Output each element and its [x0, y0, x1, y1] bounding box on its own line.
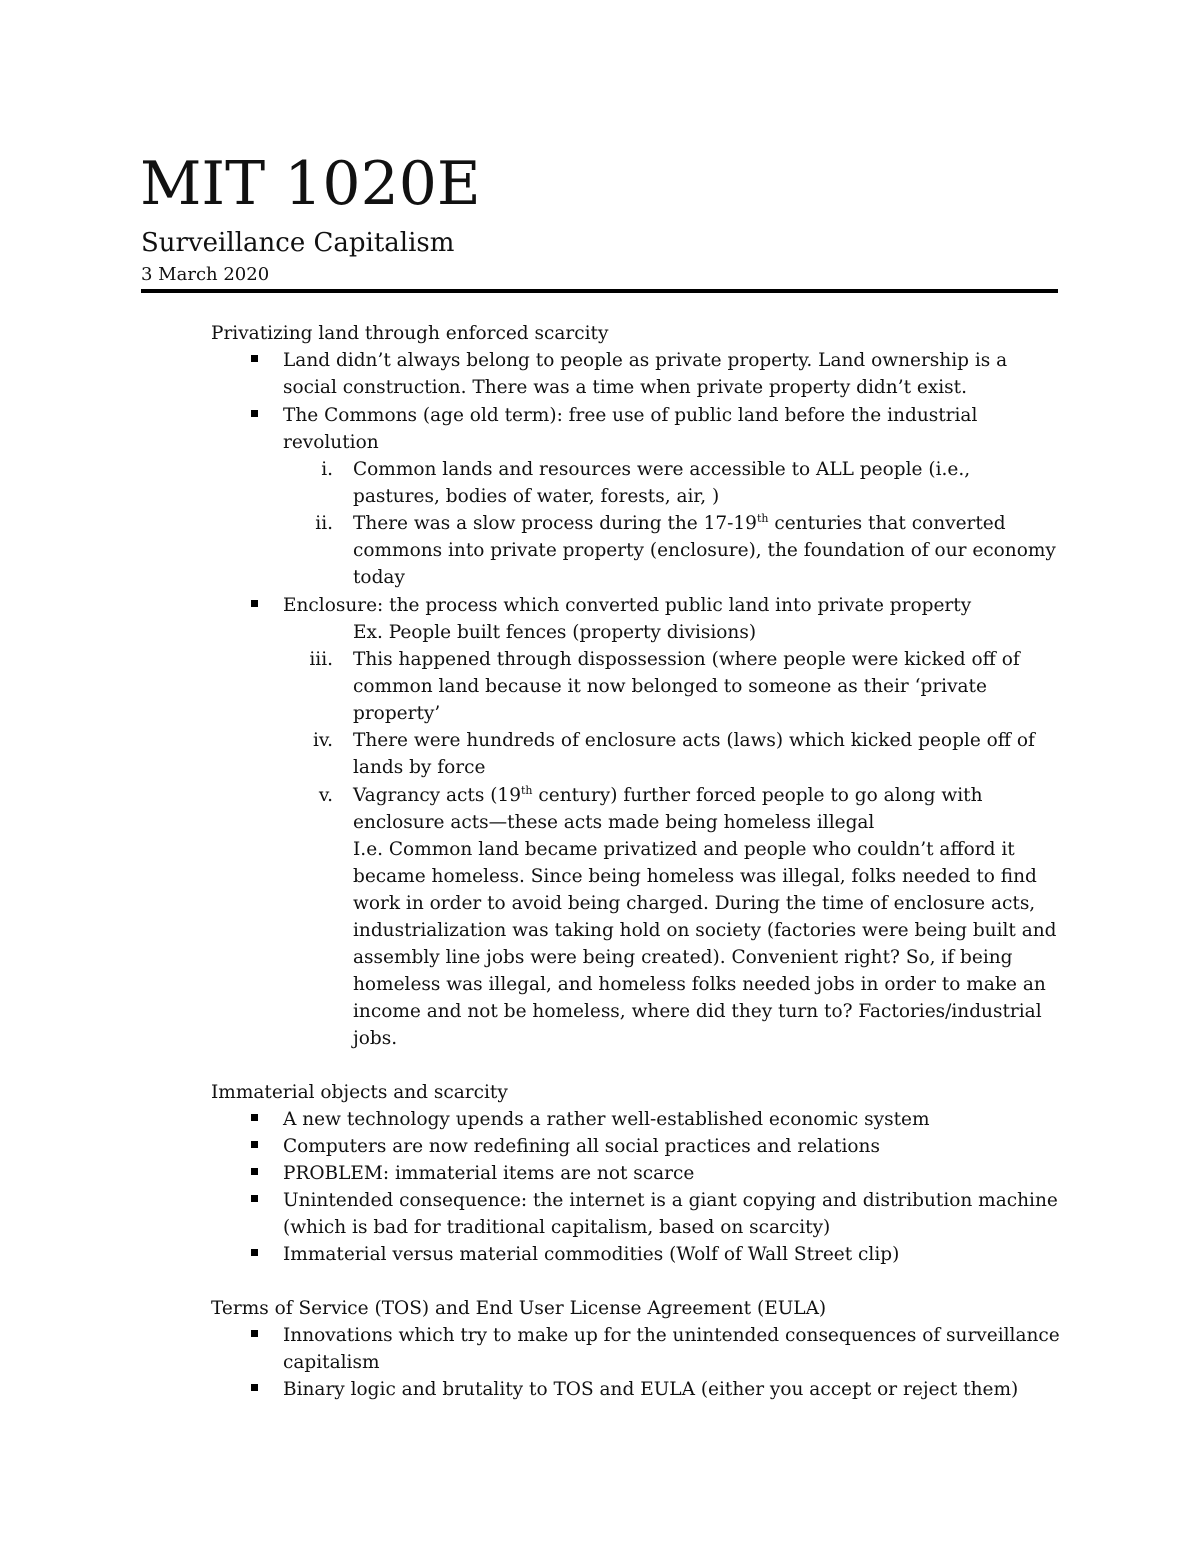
list-item-text: enclosure acts—these acts made being homeless illegal: [353, 812, 875, 833]
list-marker: iii.: [309, 649, 333, 670]
list-item-text: There were hundreds of enclosure acts (laws) which kicked people off of: [353, 730, 1035, 751]
bullet-text: Enclosure: the process which converted public land into private property: [283, 595, 972, 616]
paragraph-line: jobs.: [353, 1028, 398, 1049]
document-title: MIT 1020E: [140, 149, 481, 219]
list-marker: v.: [318, 785, 333, 806]
paragraph-line: homeless was illegal, and homeless folks needed jobs in order to make an: [353, 974, 1046, 995]
bullet-text: Unintended consequence: the internet is a giant copying and distribution machine: [283, 1190, 1058, 1211]
bullet-icon: [251, 410, 258, 417]
bullet-text: A new technology upends a rather well-established economic system: [283, 1109, 930, 1130]
bullet-icon: [251, 1168, 258, 1175]
list-item-text: This happened through dispossession (where people were kicked off of: [353, 649, 1020, 670]
paragraph-line: I.e. Common land became privatized and people who couldn’t afford it: [353, 839, 1015, 860]
example-text: Ex. People built fences (property divisions): [353, 622, 757, 643]
list-marker: ii.: [315, 513, 333, 534]
bullet-icon: [251, 1141, 258, 1148]
bullet-text: Innovations which try to make up for the unintended consequences of surveillance: [283, 1325, 1060, 1346]
list-item-text: Vagrancy acts (19th century) further forced people to go along with: [353, 784, 983, 806]
bullet-icon: [251, 355, 258, 362]
section-heading: Privatizing land through enforced scarcity: [211, 323, 609, 344]
list-item-text: commons into private property (enclosure), the foundation of our economy: [353, 540, 1056, 561]
bullet-icon: [251, 1114, 258, 1121]
list-item-text: common land because it now belonged to someone as their ‘private: [353, 676, 987, 697]
list-item-text: pastures, bodies of water, forests, air, ): [353, 486, 720, 507]
paragraph-line: industrialization was taking hold on society (factories were being built and: [353, 920, 1057, 941]
bullet-icon: [251, 1330, 258, 1337]
bullet-text: The Commons (age old term): free use of public land before the industrial: [283, 405, 978, 426]
list-item-text: There was a slow process during the 17-19th centuries that converted: [353, 512, 1006, 534]
bullet-icon: [251, 1384, 258, 1391]
document-subtitle: Surveillance Capitalism: [141, 228, 455, 258]
bullet-text: (which is bad for traditional capitalism, based on scarcity): [283, 1217, 831, 1238]
paragraph-line: income and not be homeless, where did they turn to? Factories/industrial: [353, 1001, 1042, 1022]
title-divider: [141, 289, 1058, 293]
bullet-text: Computers are now redefining all social practices and relations: [283, 1136, 880, 1157]
section-heading: Immaterial objects and scarcity: [211, 1082, 508, 1103]
paragraph-line: work in order to avoid being charged. During the time of enclosure acts,: [353, 893, 1036, 914]
bullet-text: Land didn’t always belong to people as private property. Land ownership is a: [283, 350, 1008, 371]
bullet-text: PROBLEM: immaterial items are not scarce: [283, 1163, 695, 1184]
bullet-text: capitalism: [283, 1352, 380, 1373]
document-date: 3 March 2020: [141, 264, 270, 285]
bullet-icon: [251, 1195, 258, 1202]
bullet-icon: [251, 1249, 258, 1256]
bullet-icon: [251, 600, 258, 607]
bullet-text: Binary logic and brutality to TOS and EULA (either you accept or reject them): [283, 1379, 1019, 1400]
bullet-text: Immaterial versus material commodities (Wolf of Wall Street clip): [283, 1244, 900, 1265]
list-marker: i.: [321, 459, 333, 480]
list-item-text: today: [353, 567, 405, 588]
section-heading: Terms of Service (TOS) and End User License Agreement (EULA): [211, 1298, 827, 1319]
bullet-text: social construction. There was a time when private property didn’t exist.: [283, 377, 967, 398]
paragraph-line: assembly line jobs were being created). Convenient right? So, if being: [353, 947, 1013, 968]
list-item-text: Common lands and resources were accessible to ALL people (i.e.,: [353, 459, 971, 480]
bullet-text: revolution: [283, 432, 379, 453]
list-item-text: lands by force: [353, 757, 486, 778]
list-item-text: property’: [353, 703, 441, 724]
paragraph-line: became homeless. Since being homeless was illegal, folks needed to find: [353, 866, 1037, 887]
list-marker: iv.: [312, 730, 333, 751]
